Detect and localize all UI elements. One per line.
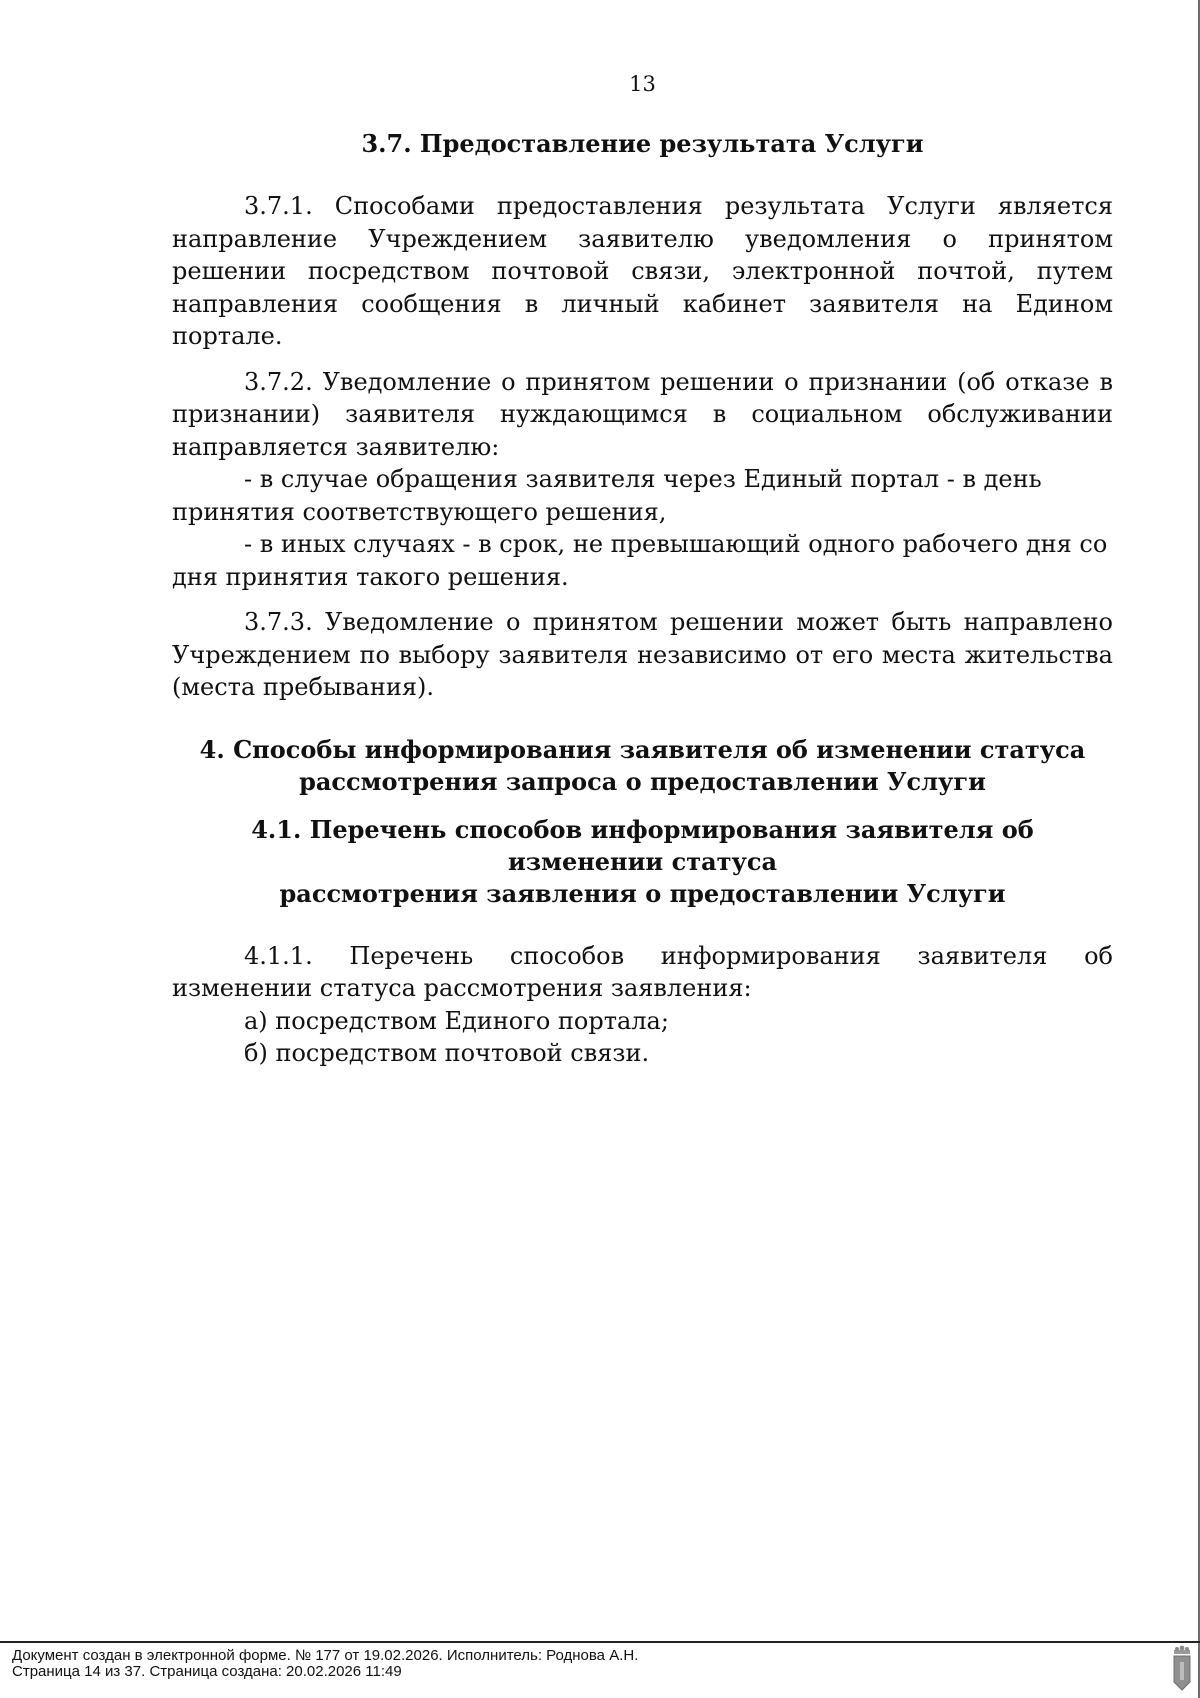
coat-of-arms-icon xyxy=(1170,1644,1194,1694)
paragraph-4-1-1-item-b: б) посредством почтовой связи. xyxy=(244,1039,650,1067)
paragraph-3-7-2-item-1: - в случае обращения заявителя через Единый портал - в день принятия соответствующего решения, xyxy=(172,465,1042,526)
section-3-7-title: 3.7. Предоставление результата Услуги xyxy=(361,129,924,158)
section-4-title-line-1: 4. Способы информирования заявителя об изменении статуса xyxy=(199,734,1086,764)
paragraph-4-1-1-item-a: а) посредством Единого портала; xyxy=(244,1006,669,1035)
footer-divider xyxy=(0,1641,1200,1643)
paragraph-3-7-2: 3.7.2. Уведомление о принятом решении о признании (об отказе в признании) заявителя нуждающимся в социальном обслуживании направляется заявителю: xyxy=(172,367,1113,461)
paragraph-4-1-1: 4.1.1. Перечень способов информирования заявителя об изменении статуса рассмотрения заявления: xyxy=(172,941,1113,1002)
document-body xyxy=(172,128,1113,1070)
page-number: 13 xyxy=(629,72,656,96)
section-4-1-title-line-2: рассмотрения заявления о предоставлении Услуги xyxy=(279,878,1006,908)
footer-line-2: Страница 14 из 37. Страница создана: 20.02.2026 11:49 xyxy=(12,1663,402,1680)
paragraph-3-7-3: 3.7.3. Уведомление о принятом решении может быть направлено Учреждением по выбору заявителя независимо от его места жительства (места пребывания). xyxy=(172,608,1113,701)
document-footer xyxy=(12,1648,638,1680)
section-4-1-title xyxy=(172,814,1113,910)
footer-line-1: Документ создан в электронной форме. № 177 от 19.02.2026. Исполнитель: Роднова А.Н. xyxy=(12,1647,639,1664)
section-4-title-line-2: рассмотрения запроса о предоставлении Услуги xyxy=(299,766,986,796)
paragraph-3-7-1: 3.7.1. Способами предоставления результата Услуги является направление Учреждением заявителю уведомления о принятом решении посредством почтовой связи, электронной почтой, путем направления сообщения в личный кабинет заявителя на Едином портале. xyxy=(172,192,1113,350)
paragraph-3-7-2-item-2: - в иных случаях - в срок, не превышающий одного рабочего дня со дня принятия такого решения. xyxy=(172,530,1108,591)
section-4-title xyxy=(172,734,1113,798)
section-4-1-title-line-1: 4.1. Перечень способов информирования заявителя об изменении статуса xyxy=(251,814,1034,876)
